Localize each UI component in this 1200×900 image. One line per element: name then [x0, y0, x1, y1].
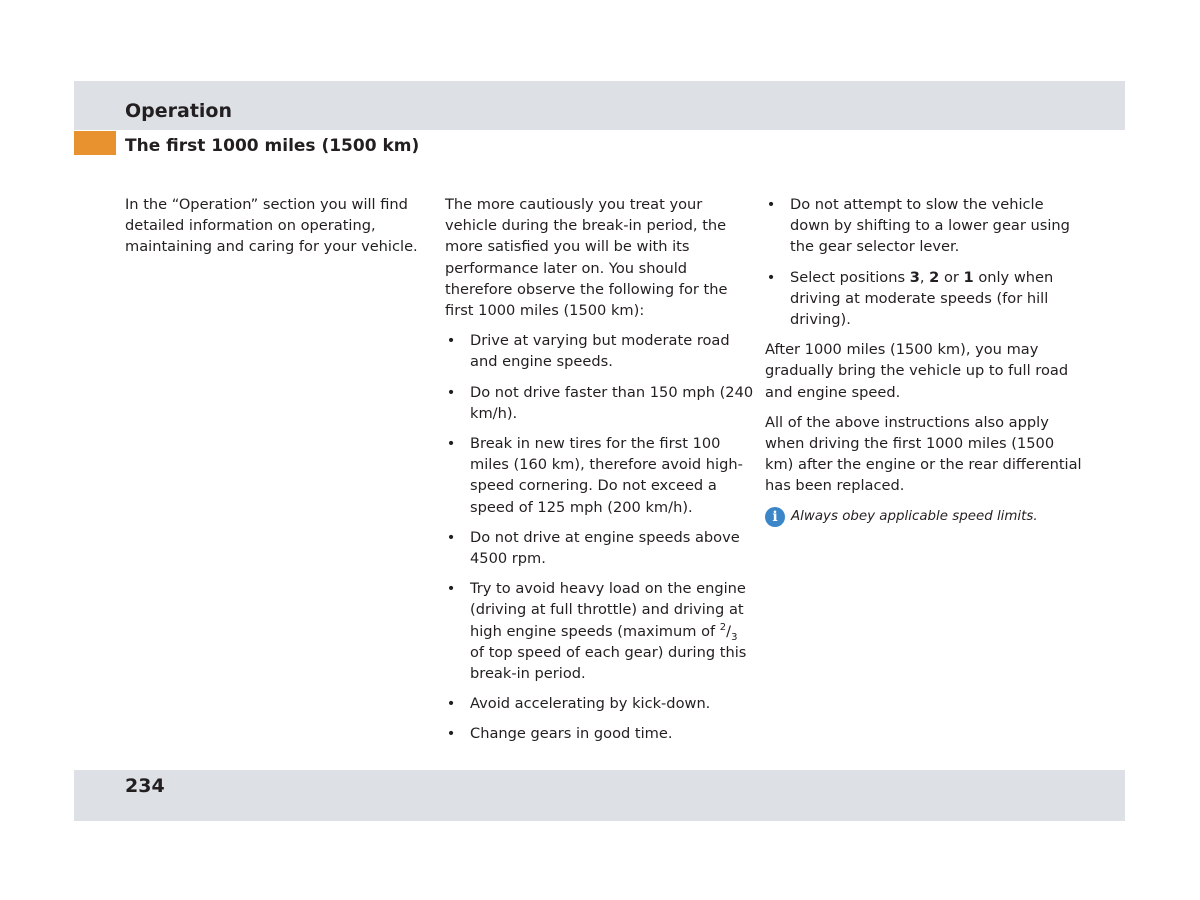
list-item: • Do not drive faster than 150 mph (240 km/h).: [446, 383, 754, 422]
section-title: Operation: [125, 100, 233, 122]
bullet-icon: •: [446, 695, 456, 713]
fraction: $^2/_3$: [719, 621, 738, 643]
bullet-icon: •: [446, 383, 456, 401]
break-in-list: [445, 330, 755, 744]
intro-paragraph: In the “Operation” section you will find detailed information on operating, maintaining and caring for your vehicle.: [125, 196, 418, 256]
bullet-icon: •: [766, 268, 776, 286]
footer-band: [74, 770, 1125, 821]
list-item: • Break in new tires for the first 100 miles (160 km), therefore avoid high-speed cornering. Do not exceed a speed of 125 mph (200 km/h).: [446, 435, 743, 516]
list-item: • Try to avoid heavy load on the engine (driving at full throttle) and driving at high engine speeds (maximum of $^2/_3$ of top speed of each gear) during this break-in period.: [446, 580, 747, 683]
bullet-icon: •: [446, 725, 456, 743]
replacement-paragraph: All of the above instructions also apply when driving the first 1000 miles (1500 km) after the engine or the rear differential has been replaced.: [765, 413, 1082, 495]
list-item: • Select positions 3, 2 or 1 only when driving at moderate speeds (for hill driving).: [766, 268, 1054, 329]
bullet-icon: •: [766, 196, 776, 213]
list-item: • Drive at varying but moderate road and engine speeds.: [446, 332, 730, 371]
break-in-intro: The more cautiously you treat your vehicle during the break-in period, the more satisfied you will be with its performance later on. You should therefore observe the following for the first 1000 miles (1500 km):: [445, 196, 728, 320]
info-note-text: Always obey applicable speed limits.: [791, 508, 1038, 524]
list-item: • Do not drive at engine speeds above 4500 rpm.: [446, 528, 740, 568]
bullet-icon: •: [446, 580, 456, 598]
bullet-icon: •: [446, 528, 456, 546]
bullet-icon: •: [446, 435, 456, 453]
column-1: [125, 194, 425, 267]
list-item: • Do not attempt to slow the vehicle down by shifting to a lower gear using the gear selector lever.: [766, 196, 1070, 256]
info-icon: i: [765, 507, 785, 527]
bullet-icon: •: [446, 332, 456, 350]
accent-tab: [74, 131, 116, 155]
list-item: • Avoid accelerating by kick-down.: [445, 693, 755, 714]
page-number: 234: [125, 775, 165, 797]
after-break-in-paragraph: After 1000 miles (1500 km), you may gradually bring the vehicle up to full road and engine speed.: [765, 341, 1069, 401]
subsection-title: The first 1000 miles (1500 km): [125, 136, 420, 156]
list-item: • Change gears in good time.: [445, 723, 755, 744]
info-note: [765, 506, 1085, 527]
shifting-list: [765, 194, 1085, 330]
column-2: [445, 194, 755, 754]
column-3: [765, 194, 1085, 527]
